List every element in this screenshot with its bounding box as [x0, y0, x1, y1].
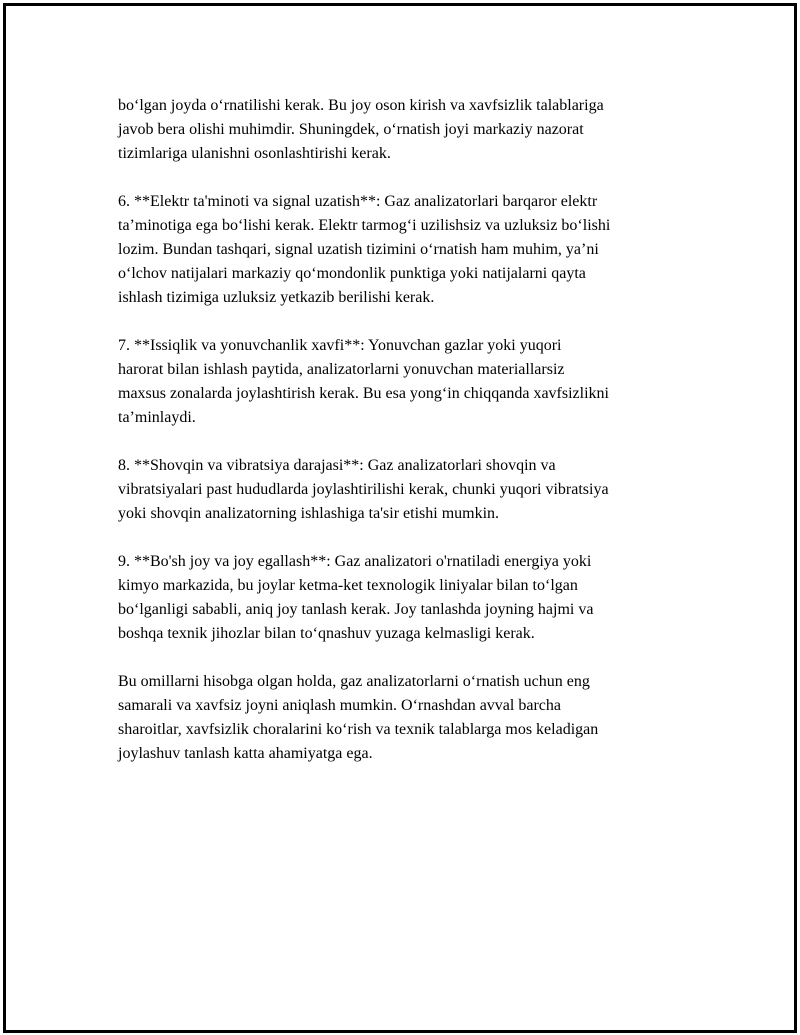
- paragraph-item-7-heat-flammability: 7. **Issiqlik va yonuvchanlik xavfi**: Yonuvchan gazlar yoki yuqori harorat bilan ishlash paytida, analizatorlarni yonuvchan materiallarsiz maxsus zonalarda joylashtirish kerak. Bu esa yong‘in chiqqanda xavfsizlikni ta’minlaydi.: [118, 337, 609, 426]
- paragraph-item-9-space: 9. **Bo'sh joy va joy egallash**: Gaz analizatori o'rnatiladi energiya yoki kimyo markazida, bu joylar ketma-ket texnologik liniyalar bilan to‘lgan bo‘lganligi sababli, aniq joy tanlash kerak. Joy tanlashda joyning hajmi va boshqa texnik jihozlar bilan to‘qnashuv yuzaga kelmasligi kerak.: [118, 553, 594, 642]
- paragraph-conclusion: Bu omillarni hisobga olgan holda, gaz analizatorlarni o‘rnatish uchun eng samarali va xavfsiz joyni aniqlash mumkin. O‘rnashdan avval barcha sharoitlar, xavfsizlik choralarini ko‘rish va texnik talablarga mos keladigan joylashuv tanlash katta ahamiyatga ega.: [118, 673, 599, 762]
- paragraph-item-6-power-signal: 6. **Elektr ta'minoti va signal uzatish**: Gaz analizatorlari barqaror elektr ta’minotiga ega bo‘lishi kerak. Elektr tarmog‘i uzilishsiz va uzluksiz bo‘lishi lozim. Bundan tashqari, signal uzatish tizimini o‘rnatish ham muhim, ya’ni o‘lchov natijalari markaziy qo‘mondonlik punktiga yoki natijalarni qayta ishlash tizimiga uzluksiz yetkazib berilishi kerak.: [118, 193, 611, 306]
- paragraph-intro-continuation: bo‘lgan joyda o‘rnatilishi kerak. Bu joy oson kirish va xavfsizlik talablariga javob bera olishi muhimdir. Shuningdek, o‘rnatish joyi markaziy nazorat tizimlariga ulanishni osonlashtirishi kerak.: [118, 97, 604, 162]
- paragraph-item-8-noise-vibration: 8. **Shovqin va vibratsiya darajasi**: Gaz analizatorlari shovqin va vibratsiyalari past hududlarda joylashtirilishi kerak, chunki yuqori vibratsiya yoki shovqin analizatorning ishlashiga ta'sir etishi mumkin.: [118, 457, 609, 522]
- document-body: [118, 94, 698, 790]
